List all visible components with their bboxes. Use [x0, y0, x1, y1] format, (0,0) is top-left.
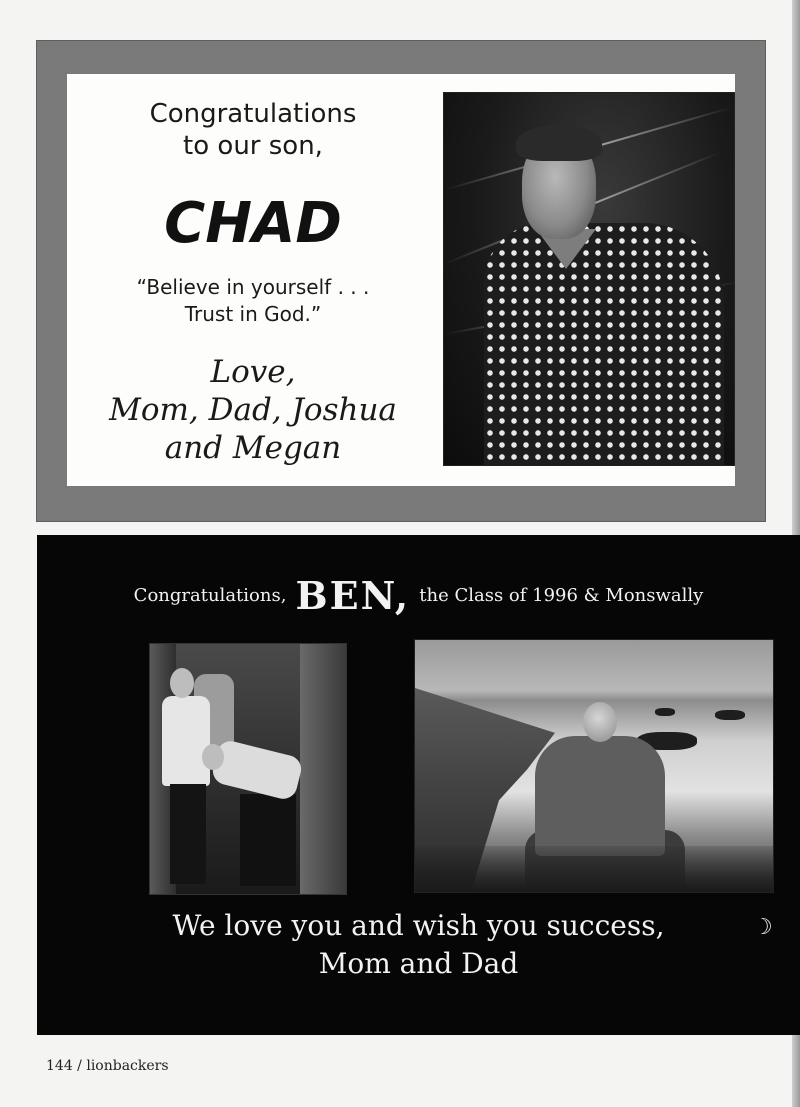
ad-chad-congrats-line1: Congratulations [149, 99, 357, 129]
ad-chad-text-block [67, 74, 439, 486]
ad-ben-headline [37, 573, 800, 618]
ad-ben-closing-line1: We love you and wish you success, [172, 909, 665, 942]
chad-portrait-photo [443, 92, 735, 466]
ad-chad-name: CHAD [164, 191, 342, 256]
ben-coast-photo [414, 639, 774, 893]
ad-chad-love-line3: and Megan [164, 430, 342, 466]
page-footer: 144 / lionbackers [46, 1058, 169, 1074]
ad-chad-congrats-line2: to our son, [183, 131, 323, 161]
ad-ben-closing-line2: Mom and Dad [318, 947, 519, 980]
ad-chad-love-line1: Love, [210, 354, 296, 390]
ad-chad-quote-line1: “Believe in yourself . . . [136, 275, 370, 299]
ad-ben-headline-pre: Congratulations, [133, 585, 287, 606]
ad-ben-panel [37, 535, 800, 1035]
ad-chad-panel [67, 74, 735, 486]
ben-prom-photo [149, 643, 347, 895]
moon-icon: ☽ [753, 915, 773, 940]
ad-ben-headline-post: the Class of 1996 & Monswally [419, 585, 704, 606]
ad-chad-frame [36, 40, 766, 522]
ad-chad-quote-line2: Trust in God.” [184, 302, 322, 326]
ad-ben-name: BEN, [295, 573, 411, 618]
ad-chad-love-line2: Mom, Dad, Joshua [109, 392, 397, 428]
